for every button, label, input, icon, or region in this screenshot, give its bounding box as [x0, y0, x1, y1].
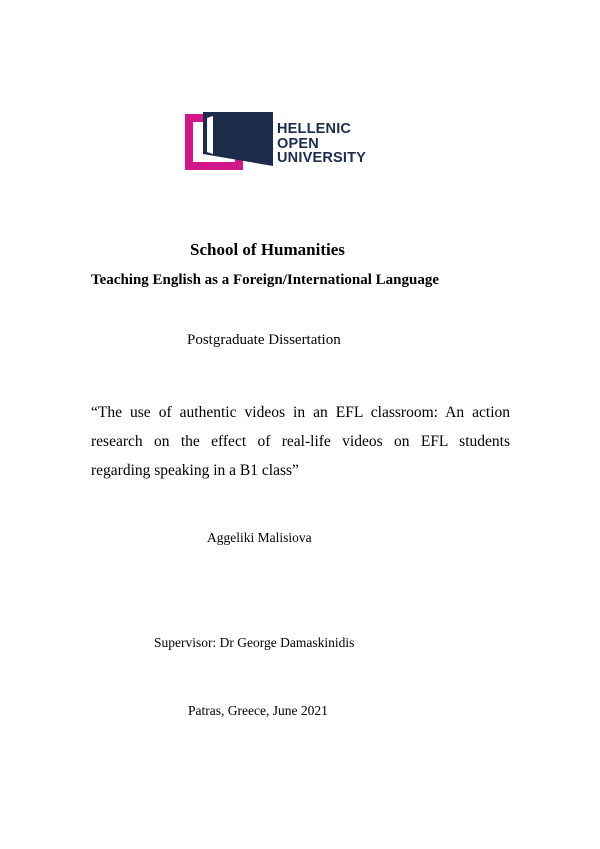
- school-name: School of Humanities: [190, 240, 345, 259]
- title-line: “The use of authentic videos in an EFL classroom: An action: [91, 404, 510, 421]
- document-type: Postgraduate Dissertation: [187, 332, 341, 348]
- author-name: Aggeliki Malisiova: [207, 530, 312, 545]
- logo-line-2: OPEN: [277, 135, 319, 152]
- title-line: research on the effect of real-life videos on EFL students: [91, 433, 510, 450]
- supervisor-line: Supervisor: Dr George Damaskinidis: [154, 635, 355, 650]
- university-logo: [183, 110, 393, 172]
- university-emblem-icon: [183, 110, 275, 172]
- program-name: Teaching English as a Foreign/International Language: [91, 272, 439, 288]
- logo-line-3: UNIVERSITY: [277, 150, 367, 166]
- title-line: regarding speaking in a B1 class”: [91, 462, 299, 479]
- logo-line-1: HELLENIC: [277, 121, 352, 137]
- logo-wordmark: [277, 122, 366, 166]
- place-date: Patras, Greece, June 2021: [188, 703, 328, 718]
- dissertation-title: [91, 398, 510, 485]
